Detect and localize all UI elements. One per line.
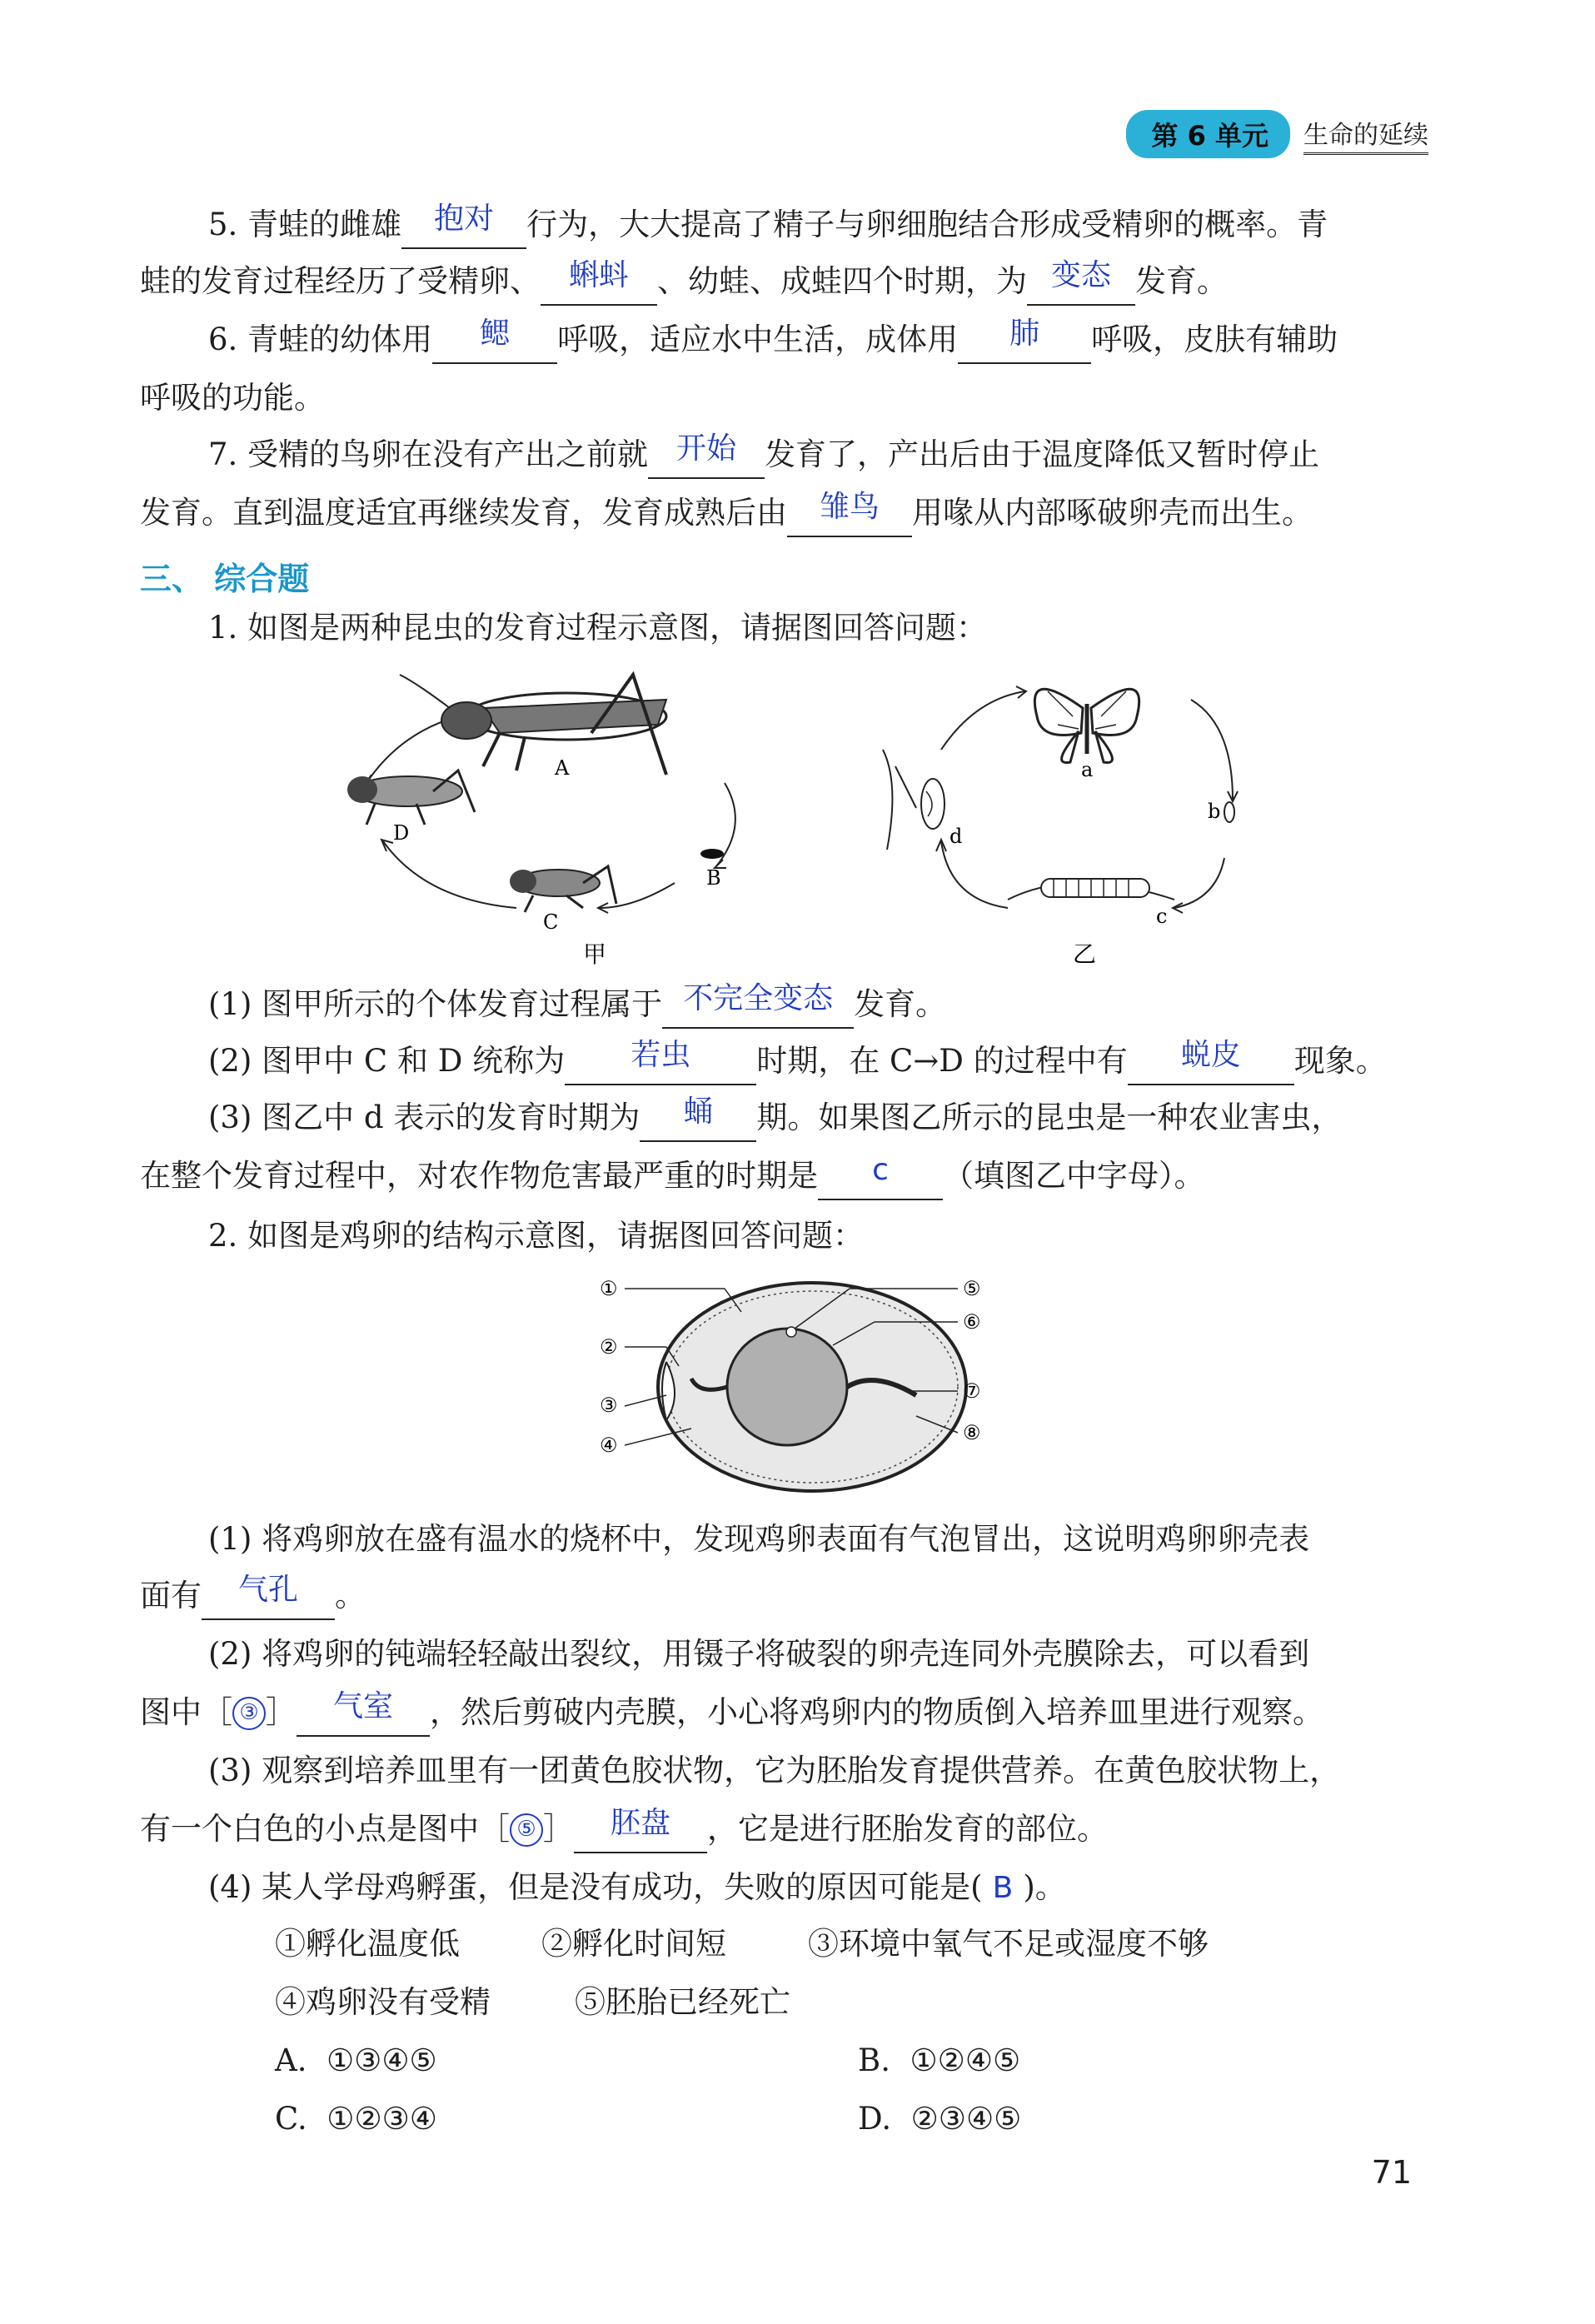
- label-c-butterfly: c: [1156, 905, 1168, 928]
- grasshopper-egg-b: [700, 849, 724, 859]
- label-a-butterfly: a: [1081, 758, 1094, 781]
- c2-s3-blank[interactable]: [574, 1808, 707, 1853]
- option-b[interactable]: [858, 2039, 1020, 2082]
- egg-label-7: ⑦: [963, 1379, 981, 1403]
- c2-s3-text: 有一个白色的小点是图中［: [140, 1811, 510, 1847]
- butterfly-pupa-d: [883, 750, 945, 850]
- q5-text-4: 、幼蛙、成蛙四个时期，为: [657, 263, 1027, 299]
- c1-s3-text-3: 在整个发育过程中，对农作物危害最严重的时期是: [140, 1158, 818, 1194]
- option-a-key: A.: [275, 2042, 307, 2078]
- c1-s2-answer-1: 若虫: [631, 1038, 691, 1072]
- option-c-text: ①②③④: [326, 2101, 437, 2137]
- label-b: B: [706, 866, 721, 890]
- egg-yolk: [727, 1329, 847, 1445]
- section-title: 三、 综合题: [140, 561, 310, 597]
- c2-s2-text-2: ，然后剪破内壳膜，小心将鸡卵内的物质倒入培养皿里进行观察。: [430, 1694, 1323, 1730]
- egg-label-6: ⑥: [963, 1310, 981, 1334]
- egg-label-5: ⑤: [963, 1277, 981, 1300]
- c1-s1-text-2: 发育。: [854, 986, 947, 1022]
- q6-text-3: 呼吸，皮肤有辅助: [1091, 322, 1338, 357]
- c1-s2-text: (2) 图甲中 C 和 D 统称为: [208, 1043, 566, 1079]
- c2-s1-blank[interactable]: [202, 1574, 335, 1620]
- option-d[interactable]: [858, 2097, 1021, 2141]
- reason-5: ⑤胚胎已经死亡: [575, 1984, 790, 2020]
- q5-line2: [140, 260, 1439, 306]
- c2-s3-number[interactable]: ⑤: [510, 1813, 543, 1847]
- reason-2: ②孵化时间短: [541, 1926, 726, 1962]
- c2-s4-answer[interactable]: B: [992, 1871, 1014, 1905]
- q5-answer-1: 抱对: [434, 202, 495, 236]
- c1-s2-text-2: 时期，在 C→D 的过程中有: [756, 1043, 1128, 1079]
- label-d: D: [393, 821, 410, 845]
- grasshopper-adult-a: [400, 675, 666, 775]
- c2-s1-answer: 气孔: [237, 1573, 298, 1607]
- c1-s3-text-2: 期。如果图乙所示的昆虫是一种农业害虫，: [756, 1100, 1343, 1135]
- q5-answer-2: 蝌蚪: [568, 258, 629, 292]
- q5-answer-3: 变态: [1050, 258, 1111, 292]
- c2-s3-bracket-close: ］: [543, 1811, 574, 1847]
- c2-s2-answer: 气室: [332, 1689, 393, 1723]
- egg-structure-svg: [600, 1270, 991, 1495]
- q5-line1: [208, 203, 1508, 249]
- c2-s2-blank[interactable]: [297, 1691, 430, 1737]
- q7-text: 7. 受精的鸟卵在没有产出之前就: [208, 436, 649, 472]
- label-d-butterfly: d: [950, 825, 963, 848]
- grasshopper-nymph-d: [347, 771, 475, 825]
- q5-text-2: 行为，大大提高了精子与卵细胞结合形成受精卵的概率。青: [526, 207, 1328, 242]
- option-c-key: C.: [275, 2101, 307, 2137]
- q6-text: 6. 青蛙的幼体用: [208, 322, 433, 357]
- egg-label-3: ③: [600, 1394, 618, 1417]
- c2-s1-text: 面有: [140, 1578, 202, 1613]
- arrow-c-to-d: [383, 841, 516, 908]
- c1-s2-blank-2[interactable]: [1128, 1040, 1294, 1085]
- c1-s2-answer-2: 蜕皮: [1180, 1038, 1241, 1072]
- c1-stem: 1. 如图是两种昆虫的发育过程示意图，请据图回答问题：: [208, 610, 988, 646]
- caption-yi: 乙: [1073, 940, 1097, 968]
- option-c[interactable]: [275, 2097, 437, 2141]
- c1-s3-text-4: （填图乙中字母）。: [943, 1158, 1205, 1194]
- c1-s3-blank-2[interactable]: [818, 1155, 943, 1200]
- c2-s1-text-2: 。: [335, 1578, 366, 1613]
- c1-s2-text-3: 现象。: [1293, 1043, 1387, 1079]
- reason-3: ③环境中氧气不足或湿度不够: [808, 1926, 1209, 1962]
- q6-answer-2: 肺: [1009, 317, 1040, 351]
- unit-badge: 第 6 单元: [1126, 110, 1290, 158]
- c1-s1-text: (1) 图甲所示的个体发育过程属于: [208, 986, 663, 1022]
- c2-s4-line1: [208, 1866, 1508, 1910]
- q6-line2: [140, 377, 1439, 420]
- egg-label-2: ②: [600, 1335, 618, 1359]
- egg-label-1: ①: [600, 1277, 618, 1300]
- q5-blank-3[interactable]: [1027, 260, 1135, 306]
- q5-text-3: 蛙的发育过程经历了受精卵、: [140, 263, 541, 299]
- caption-jia: 甲: [583, 940, 607, 968]
- q6-line1: [208, 318, 1508, 364]
- q5-blank-2[interactable]: [541, 260, 657, 306]
- option-a[interactable]: [275, 2039, 437, 2082]
- q5-text-5: 发育。: [1135, 263, 1228, 299]
- q7-text-3: 发育。直到温度适宜再继续发育，发育成熟后由: [140, 495, 787, 531]
- c1-s3-answer-2: c: [872, 1153, 889, 1187]
- c2-s3-line2: [140, 1808, 1439, 1853]
- option-d-text: ②③④⑤: [910, 2101, 1022, 2137]
- c1-s3-blank-1[interactable]: [640, 1096, 756, 1142]
- option-b-key: B.: [858, 2042, 890, 2078]
- butterfly-adult-a: [1034, 689, 1139, 762]
- c2-s3-line1: (3) 观察到培养皿里有一团黄色胶状物，它为胚胎发育提供营养。在黄色胶状物上，: [208, 1753, 1341, 1788]
- q6-text-4: 呼吸的功能。: [140, 380, 325, 416]
- c2-s4-text: (4) 某人学母鸡孵蛋，但是没有成功，失败的原因可能是(: [208, 1869, 983, 1905]
- q6-answer-1: 鳃: [480, 317, 511, 351]
- q6-blank-1[interactable]: [432, 318, 557, 364]
- c2-s2-bracket-close: ］: [266, 1694, 297, 1730]
- egg-label-4: ④: [600, 1434, 618, 1457]
- q5-text: 5. 青蛙的雌雄: [208, 207, 402, 242]
- figure-butterfly-cycle: [858, 658, 1291, 975]
- egg-label-8: ⑧: [963, 1421, 981, 1444]
- q7-text-2: 发育了，产出后由于温度降低又暂时停止: [765, 436, 1320, 472]
- label-c: C: [543, 910, 559, 934]
- q7-blank-2[interactable]: [787, 491, 912, 537]
- figure-egg-structure: [600, 1270, 991, 1495]
- label-a: A: [555, 756, 570, 780]
- c2-s1-line1: (1) 将鸡卵放在盛有温水的烧杯中，发现鸡卵表面有气泡冒出，这说明鸡卵卵壳表: [208, 1521, 1310, 1557]
- q6-text-2: 呼吸，适应水中生活，成体用: [557, 322, 959, 357]
- c1-s3-line1: [208, 1096, 1508, 1142]
- c1-s1-blank[interactable]: [662, 983, 854, 1029]
- label-b-butterfly: b: [1208, 800, 1221, 823]
- c1-s3-line2: [140, 1155, 1439, 1200]
- arrow-b-to-c: [600, 883, 675, 908]
- figure-grasshopper-cycle: [317, 658, 783, 975]
- reason-1: ①孵化温度低: [275, 1926, 460, 1962]
- unit-header: [1126, 110, 1428, 158]
- c1-s3-answer-1: 蛹: [683, 1095, 714, 1129]
- butterfly-cycle-svg: [858, 658, 1291, 975]
- c2-s2-text: 图中［: [140, 1694, 232, 1730]
- q7-line2: [140, 491, 1439, 537]
- option-a-text: ①③④⑤: [326, 2042, 437, 2078]
- c2-s3-answer: 胚盘: [610, 1806, 670, 1840]
- q6-blank-2[interactable]: [958, 318, 1091, 364]
- q7-answer-2: 雏鸟: [819, 490, 880, 524]
- c2-s2-number[interactable]: ③: [232, 1697, 266, 1730]
- butterfly-larva-c: [1008, 879, 1174, 900]
- q7-line1: [208, 433, 1508, 479]
- reason-4: ④鸡卵没有受精: [275, 1984, 491, 2020]
- c2-s2-line2: [140, 1691, 1439, 1737]
- option-b-text: ①②④⑤: [910, 2042, 1021, 2078]
- c2-s3-text-2: ，它是进行胚胎发育的部位。: [707, 1811, 1108, 1847]
- unit-subtitle: 生命的延续: [1303, 114, 1428, 155]
- page-number: 71: [1371, 2154, 1412, 2191]
- butterfly-egg-b: [1224, 802, 1234, 822]
- c2-s1-line2: [140, 1574, 1439, 1620]
- q5-blank-1[interactable]: [401, 203, 526, 249]
- q7-blank-1[interactable]: [648, 433, 765, 479]
- c2-stem: 2. 如图是鸡卵的结构示意图，请据图回答问题：: [208, 1218, 865, 1254]
- c2-s2-line1: (2) 将鸡卵的钝端轻轻敲出裂纹，用镊子将破裂的卵壳连同外壳膜除去，可以看到: [208, 1636, 1310, 1672]
- c1-s2-blank-1[interactable]: [565, 1040, 756, 1085]
- c1-s1-answer: 不完全变态: [683, 981, 834, 1015]
- c1-s1: [208, 983, 1508, 1029]
- q7-answer-1: 开始: [676, 431, 737, 466]
- q7-text-4: 用喙从内部啄破卵壳而出生。: [912, 495, 1313, 531]
- c2-s4-text-2: )。: [1023, 1869, 1066, 1905]
- grasshopper-nymph-c: [510, 866, 616, 912]
- grasshopper-cycle-svg: [317, 658, 783, 975]
- c1-s2: [208, 1040, 1508, 1085]
- option-d-key: D.: [858, 2101, 892, 2137]
- c1-s3-text: (3) 图乙中 d 表示的发育时期为: [208, 1100, 640, 1135]
